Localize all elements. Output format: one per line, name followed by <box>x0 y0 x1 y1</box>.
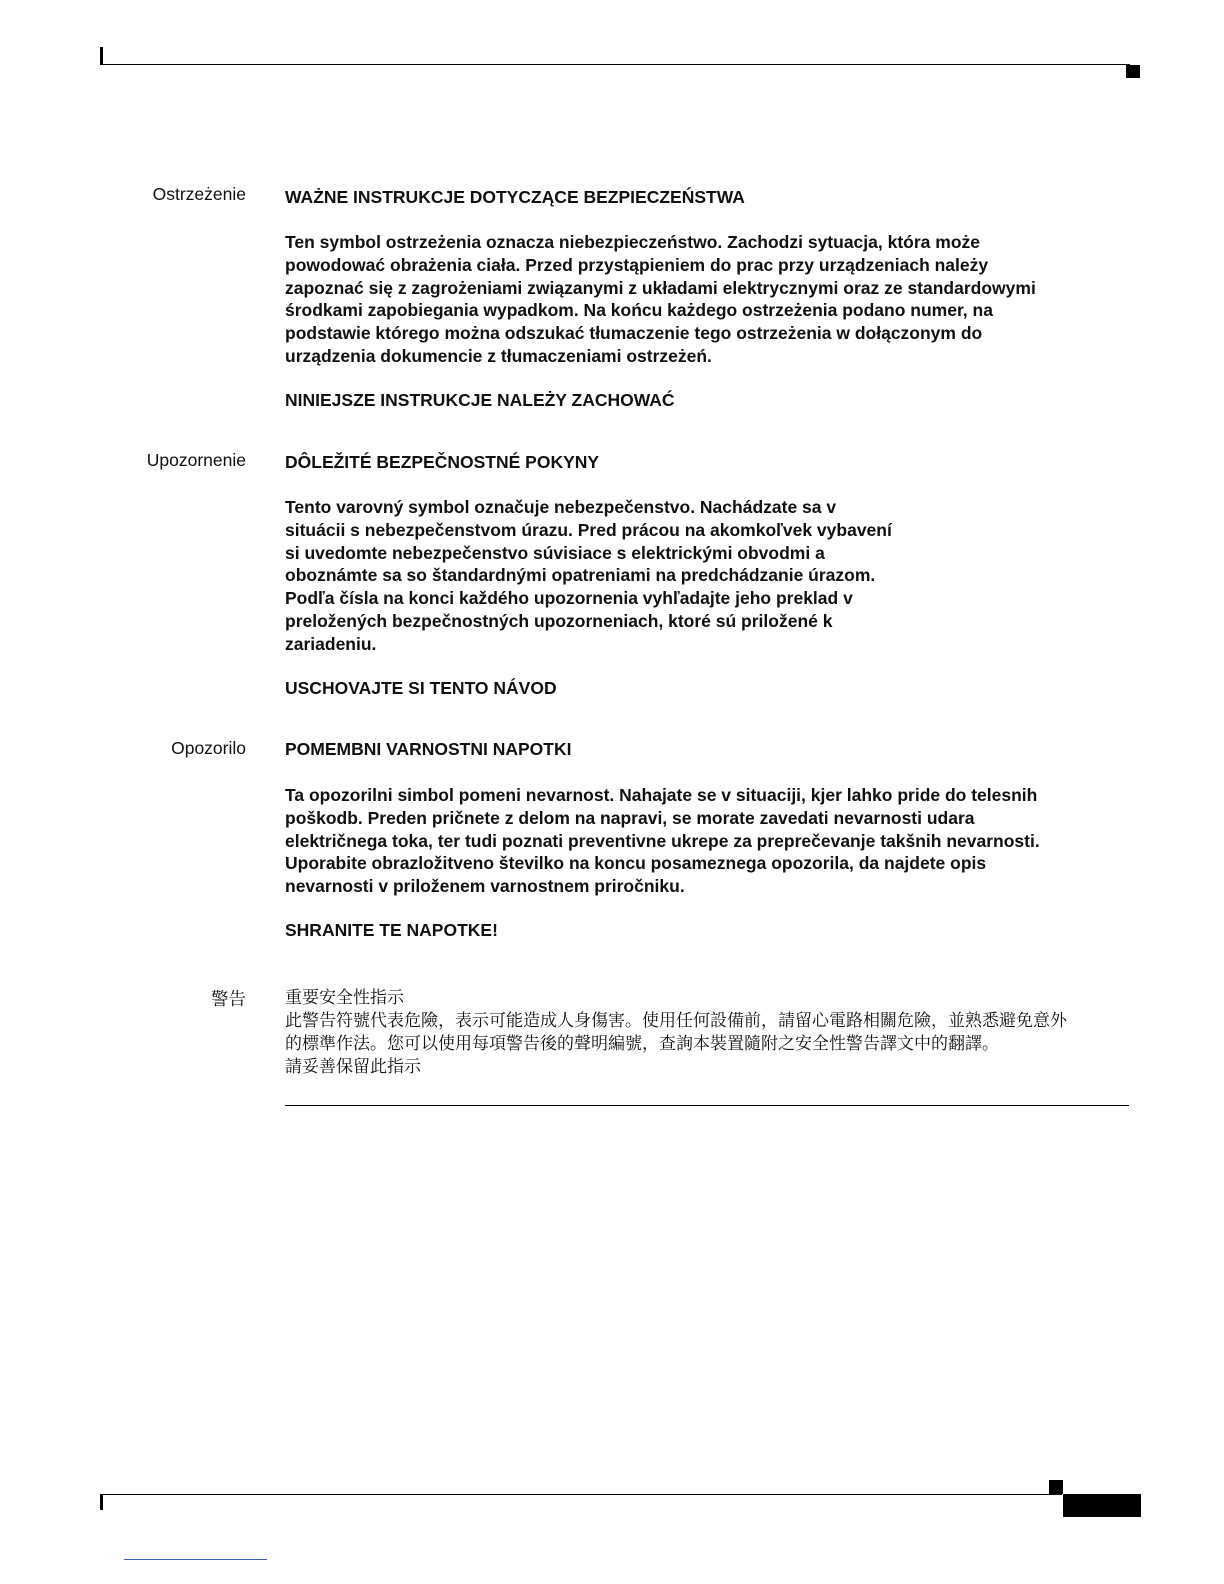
footer-rule <box>100 1494 1062 1495</box>
body-line: zariadeniu. <box>285 633 377 654</box>
warning-body <box>285 496 1105 656</box>
warning-label-slovak: Upozornenie <box>146 450 246 470</box>
footer-marker <box>1049 1480 1063 1494</box>
warning-label-slovenian: Opozorilo <box>171 738 246 758</box>
warning-save-instruction: 請妥善保留此指示 <box>285 1057 421 1076</box>
warning-title: DÔLEŽITÉ BEZPEČNOSTNÉ POKYNY <box>285 452 600 472</box>
warning-block-slovak <box>285 451 1105 699</box>
warning-body <box>285 784 1105 898</box>
body-line: 此警告符號代表危險，表示可能造成人身傷害。使用任何設備前，請留心電路相關危險，並熟悉避免意外 <box>285 1011 1067 1030</box>
header-rule <box>100 64 1130 65</box>
body-line: poškodb. Preden pričnete z delom na napravi, se morate zavedati nevarnosti udara <box>285 807 975 828</box>
warning-save-instruction: NINIEJSZE INSTRUKCJE NALEŻY ZACHOWAĆ <box>285 389 675 410</box>
section-end-rule <box>285 1105 1129 1106</box>
page-number-tab <box>1063 1494 1141 1517</box>
body-line: si uvedomte nebezpečenstvo súvisiace s elektrickými obvodmi a <box>285 542 825 563</box>
footer-link-underline <box>124 1559 267 1560</box>
body-line: środkami zapobiegania wypadkom. Na końcu każdego ostrzeżenia podano numer, na <box>285 300 993 321</box>
warning-block-chinese <box>285 986 1145 1078</box>
body-line: Podľa čísla na konci každého upozornenia vyhľadajte jeho preklad v <box>285 588 853 609</box>
body-line: preložených bezpečnostných upozorneniach, ktoré sú priložené k <box>285 610 833 631</box>
body-line: urządzenia dokumencie z tłumaczeniami ostrzeżeń. <box>285 345 712 366</box>
warning-save-instruction: USCHOVAJTE SI TENTO NÁVOD <box>285 677 557 698</box>
warning-block-slovenian <box>285 738 1105 941</box>
body-line: Uporabite obrazložitveno številko na koncu posameznega opozorila, da najdete opis <box>285 853 987 874</box>
body-line: Ta opozorilni simbol pomeni nevarnost. Nahajate se v situaciji, kjer lahko pride do telesnih <box>285 785 1038 805</box>
header-rule-tick <box>100 47 103 65</box>
body-line: 的標準作法。您可以使用每項警告後的聲明編號，查詢本裝置隨附之安全性警告譯文中的翻譯。 <box>285 1034 999 1053</box>
warning-title: WAŻNE INSTRUKCJE DOTYCZĄCE BEZPIECZEŃSTWA <box>285 187 745 207</box>
warning-label-polish: Ostrzeżenie <box>152 184 246 204</box>
header-marker <box>1126 65 1140 78</box>
body-line: Ten symbol ostrzeżenia oznacza niebezpieczeństwo. Zachodzi sytuacja, która może <box>285 232 981 252</box>
body-line: oboznámte sa so štandardnými opatreniami na predchádzanie úrazom. <box>285 565 876 586</box>
body-line: podstawie którego można odszukać tłumaczenie tego ostrzeżenia w dołączonym do <box>285 323 983 344</box>
body-line: Tento varovný symbol označuje nebezpečenstvo. Nachádzate sa v <box>285 497 837 517</box>
warning-block-polish <box>285 186 1105 411</box>
warning-save-instruction: SHRANITE TE NAPOTKE! <box>285 919 498 940</box>
warning-title: POMEMBNI VARNOSTNI NAPOTKI <box>285 739 572 759</box>
body-line: powodować obrażenia ciała. Przed przystąpieniem do prac przy urządzeniach należy <box>285 254 989 275</box>
warning-label-chinese: 警告 <box>211 989 246 1009</box>
footer-rule-tick <box>100 1494 103 1510</box>
body-line: situácii s nebezpečenstvom úrazu. Pred prácou na akomkoľvek vybavení <box>285 519 892 540</box>
body-line: nevarnosti v priloženem varnostnem priročniku. <box>285 876 685 897</box>
warning-body <box>285 231 1105 368</box>
body-line: zapoznać się z zagrożeniami związanymi z układami elektrycznymi oraz ze standardowymi <box>285 277 1036 298</box>
warning-body <box>285 1009 1145 1055</box>
body-line: električnega toka, ter tudi poznati preventivne ukrepe za preprečevanje takšnih nevarnosti. <box>285 830 1040 851</box>
warning-title: 重要安全性指示 <box>285 988 404 1007</box>
